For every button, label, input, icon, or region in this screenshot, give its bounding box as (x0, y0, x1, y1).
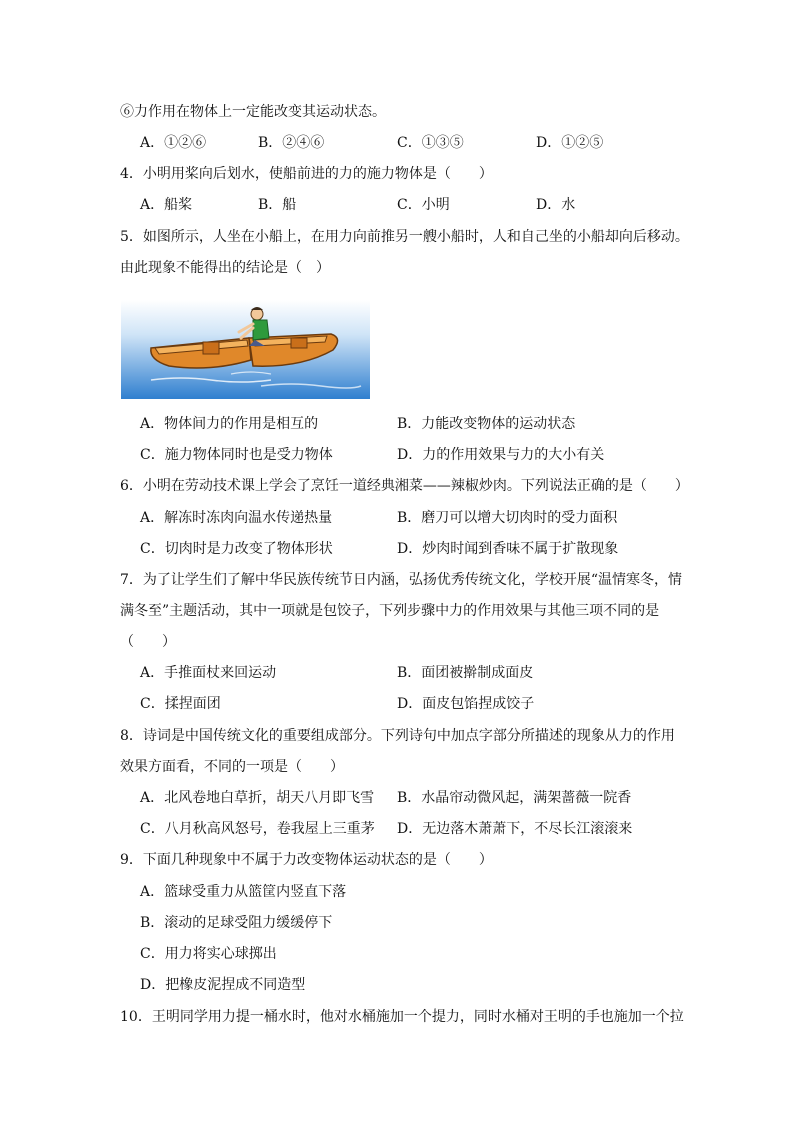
q5-stem-line2: 由此现象不能得出的结论是（ ） (120, 260, 330, 276)
q4-stem: 4．小明用桨向后划水，使船前进的力的施力物体是（ ） (120, 166, 493, 182)
q6-option-a: A．解冻时冻肉向温水传递热量 (140, 510, 333, 526)
q7-option-b: B．面团被擀制成面皮 (397, 665, 534, 681)
q4-option-b: B．船 (258, 197, 297, 213)
q7-stem-line3: （ ） (120, 634, 176, 650)
q9-option-a: A．篮球受重力从篮筐内竖直下落 (140, 884, 347, 900)
q5-option-c: C．施力物体同时也是受力物体 (140, 447, 333, 463)
q3-statement-6: ⑥力作用在物体上一定能改变其运动状态。 (120, 104, 386, 120)
q8-option-d: D．无边落木萧萧下，不尽长江滚滚来 (397, 821, 633, 837)
q7-option-a: A．手推面杖来回运动 (140, 665, 277, 681)
q3-option-c: C．①③⑤ (397, 135, 464, 151)
q5-option-a: A．物体间力的作用是相互的 (140, 416, 319, 432)
q6-option-c: C．切肉时是力改变了物体形状 (140, 541, 333, 557)
q8-option-c: C．八月秋高风怒号，卷我屋上三重茅 (140, 821, 375, 837)
q4-option-c: C．小明 (397, 197, 450, 213)
q3-option-a: A．①②⑥ (140, 135, 207, 151)
q9-option-c: C．用力将实心球掷出 (140, 946, 277, 962)
q5-option-b: B．力能改变物体的运动状态 (397, 416, 576, 432)
q6-option-b: B．磨刀可以增大切肉时的受力面积 (397, 510, 618, 526)
q8-stem-line2: 效果方面看，不同的一项是（ ） (120, 759, 344, 775)
q7-stem-line2: 满冬至”主题活动，其中一项就是包饺子，下列步骤中力的作用效果与其他三项不同的是 (120, 603, 660, 619)
q7-option-c: C．揉捏面团 (140, 696, 221, 712)
q8-option-b: B．水晶帘动微风起，满架蔷薇一院香 (397, 790, 632, 806)
q6-option-d: D．炒肉时闻到香味不属于扩散现象 (397, 541, 619, 557)
q9-option-d: D．把橡皮泥捏成不同造型 (140, 977, 306, 993)
q4-option-d: D．水 (536, 197, 576, 213)
q9-stem: 9．下面几种现象中不属于力改变物体运动状态的是（ ） (120, 852, 493, 868)
boat-illustration (121, 300, 370, 399)
q6-stem: 6．小明在劳动技术课上学会了烹饪一道经典湘菜——辣椒炒肉。下列说法正确的是（ ） (120, 478, 689, 494)
q5-stem-line1: 5．如图所示，人坐在小船上，在用力向前推另一艘小船时，人和自己坐的小船却向后移动。 (120, 229, 689, 245)
q3-option-b: B．②④⑥ (258, 135, 325, 151)
q4-option-a: A．船桨 (140, 197, 193, 213)
q9-option-b: B．滚动的足球受阻力缓缓停下 (140, 915, 333, 931)
q3-option-d: D．①②⑤ (536, 135, 604, 151)
q7-stem-line1: 7．为了让学生们了解中华民族传统节日内涵，弘扬优秀传统文化，学校开展“温情寒冬，情 (120, 572, 683, 588)
q10-stem: 10．王明同学用力提一桶水时，他对水桶施加一个提力，同时水桶对王明的手也施加一个拉 (120, 1009, 684, 1025)
q8-option-a: A．北风卷地白草折，胡天八月即飞雪 (140, 790, 375, 806)
q8-stem-line1: 8．诗词是中国传统文化的重要组成部分。下列诗句中加点字部分所描述的现象从力的作用 (120, 728, 675, 744)
q7-option-d: D．面皮包馅捏成饺子 (397, 696, 535, 712)
q5-option-d: D．力的作用效果与力的大小有关 (397, 447, 605, 463)
